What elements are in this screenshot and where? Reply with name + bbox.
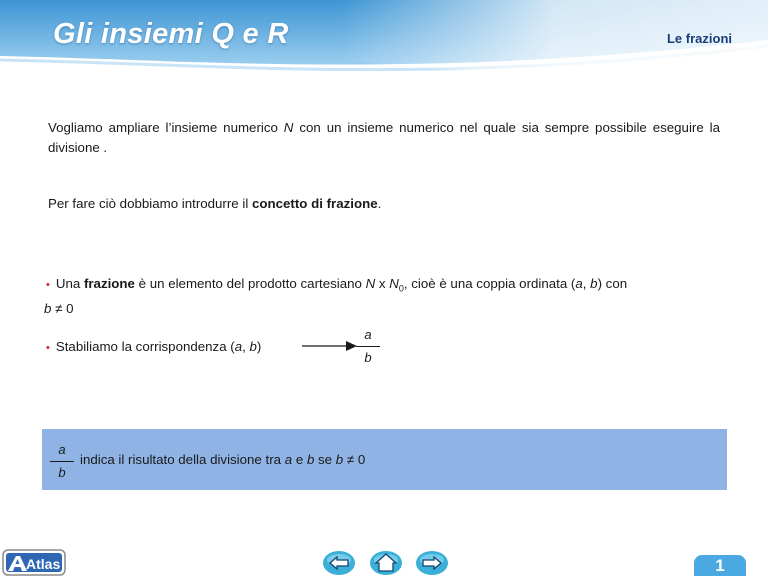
box-fraction-denominator: b bbox=[58, 465, 66, 480]
fraction-bar bbox=[356, 346, 380, 347]
bullet-correspondence: • Stabiliamo la corrispondenza (a, b) bbox=[46, 339, 262, 354]
svg-text:Atlas: Atlas bbox=[26, 556, 61, 572]
fraction-denominator: b bbox=[364, 350, 372, 365]
definition-box bbox=[42, 429, 727, 490]
page-number: 1 bbox=[694, 555, 746, 576]
header-banner bbox=[0, 0, 768, 98]
fraction-numerator: a bbox=[364, 327, 372, 342]
bullet-icon: • bbox=[46, 342, 50, 354]
right-arrow-icon bbox=[302, 340, 358, 352]
concept-paragraph: Per fare ciò dobbiamo introdurre il concetto di frazione. bbox=[48, 196, 382, 211]
bullet-fraction-definition: • Una frazione è un elemento del prodotto cartesiano N x $N_0$, cioè è una coppia ordinata (a, b) con b ≠ 0 bbox=[44, 276, 628, 316]
bullet-icon: • bbox=[46, 279, 50, 291]
box-fraction bbox=[49, 442, 75, 484]
page-title: Gli insiemi Q e R bbox=[53, 18, 289, 50]
box-fraction-bar bbox=[50, 461, 74, 462]
atlas-logo bbox=[2, 549, 66, 581]
home-icon[interactable] bbox=[369, 550, 403, 576]
fraction-a-over-b bbox=[355, 327, 381, 369]
section-title: Le frazioni bbox=[666, 31, 732, 46]
box-fraction-numerator: a bbox=[58, 442, 66, 457]
intro-paragraph: Vogliamo ampliare l’insieme numerico N con un insieme numerico nel quale sia sempre possibile eseguire la divisione . bbox=[48, 120, 720, 155]
forward-arrow-icon[interactable] bbox=[415, 550, 449, 576]
box-text: indica il risultato della divisione tra a e b se b ≠ 0 bbox=[80, 452, 366, 467]
back-arrow-icon[interactable] bbox=[322, 550, 356, 576]
